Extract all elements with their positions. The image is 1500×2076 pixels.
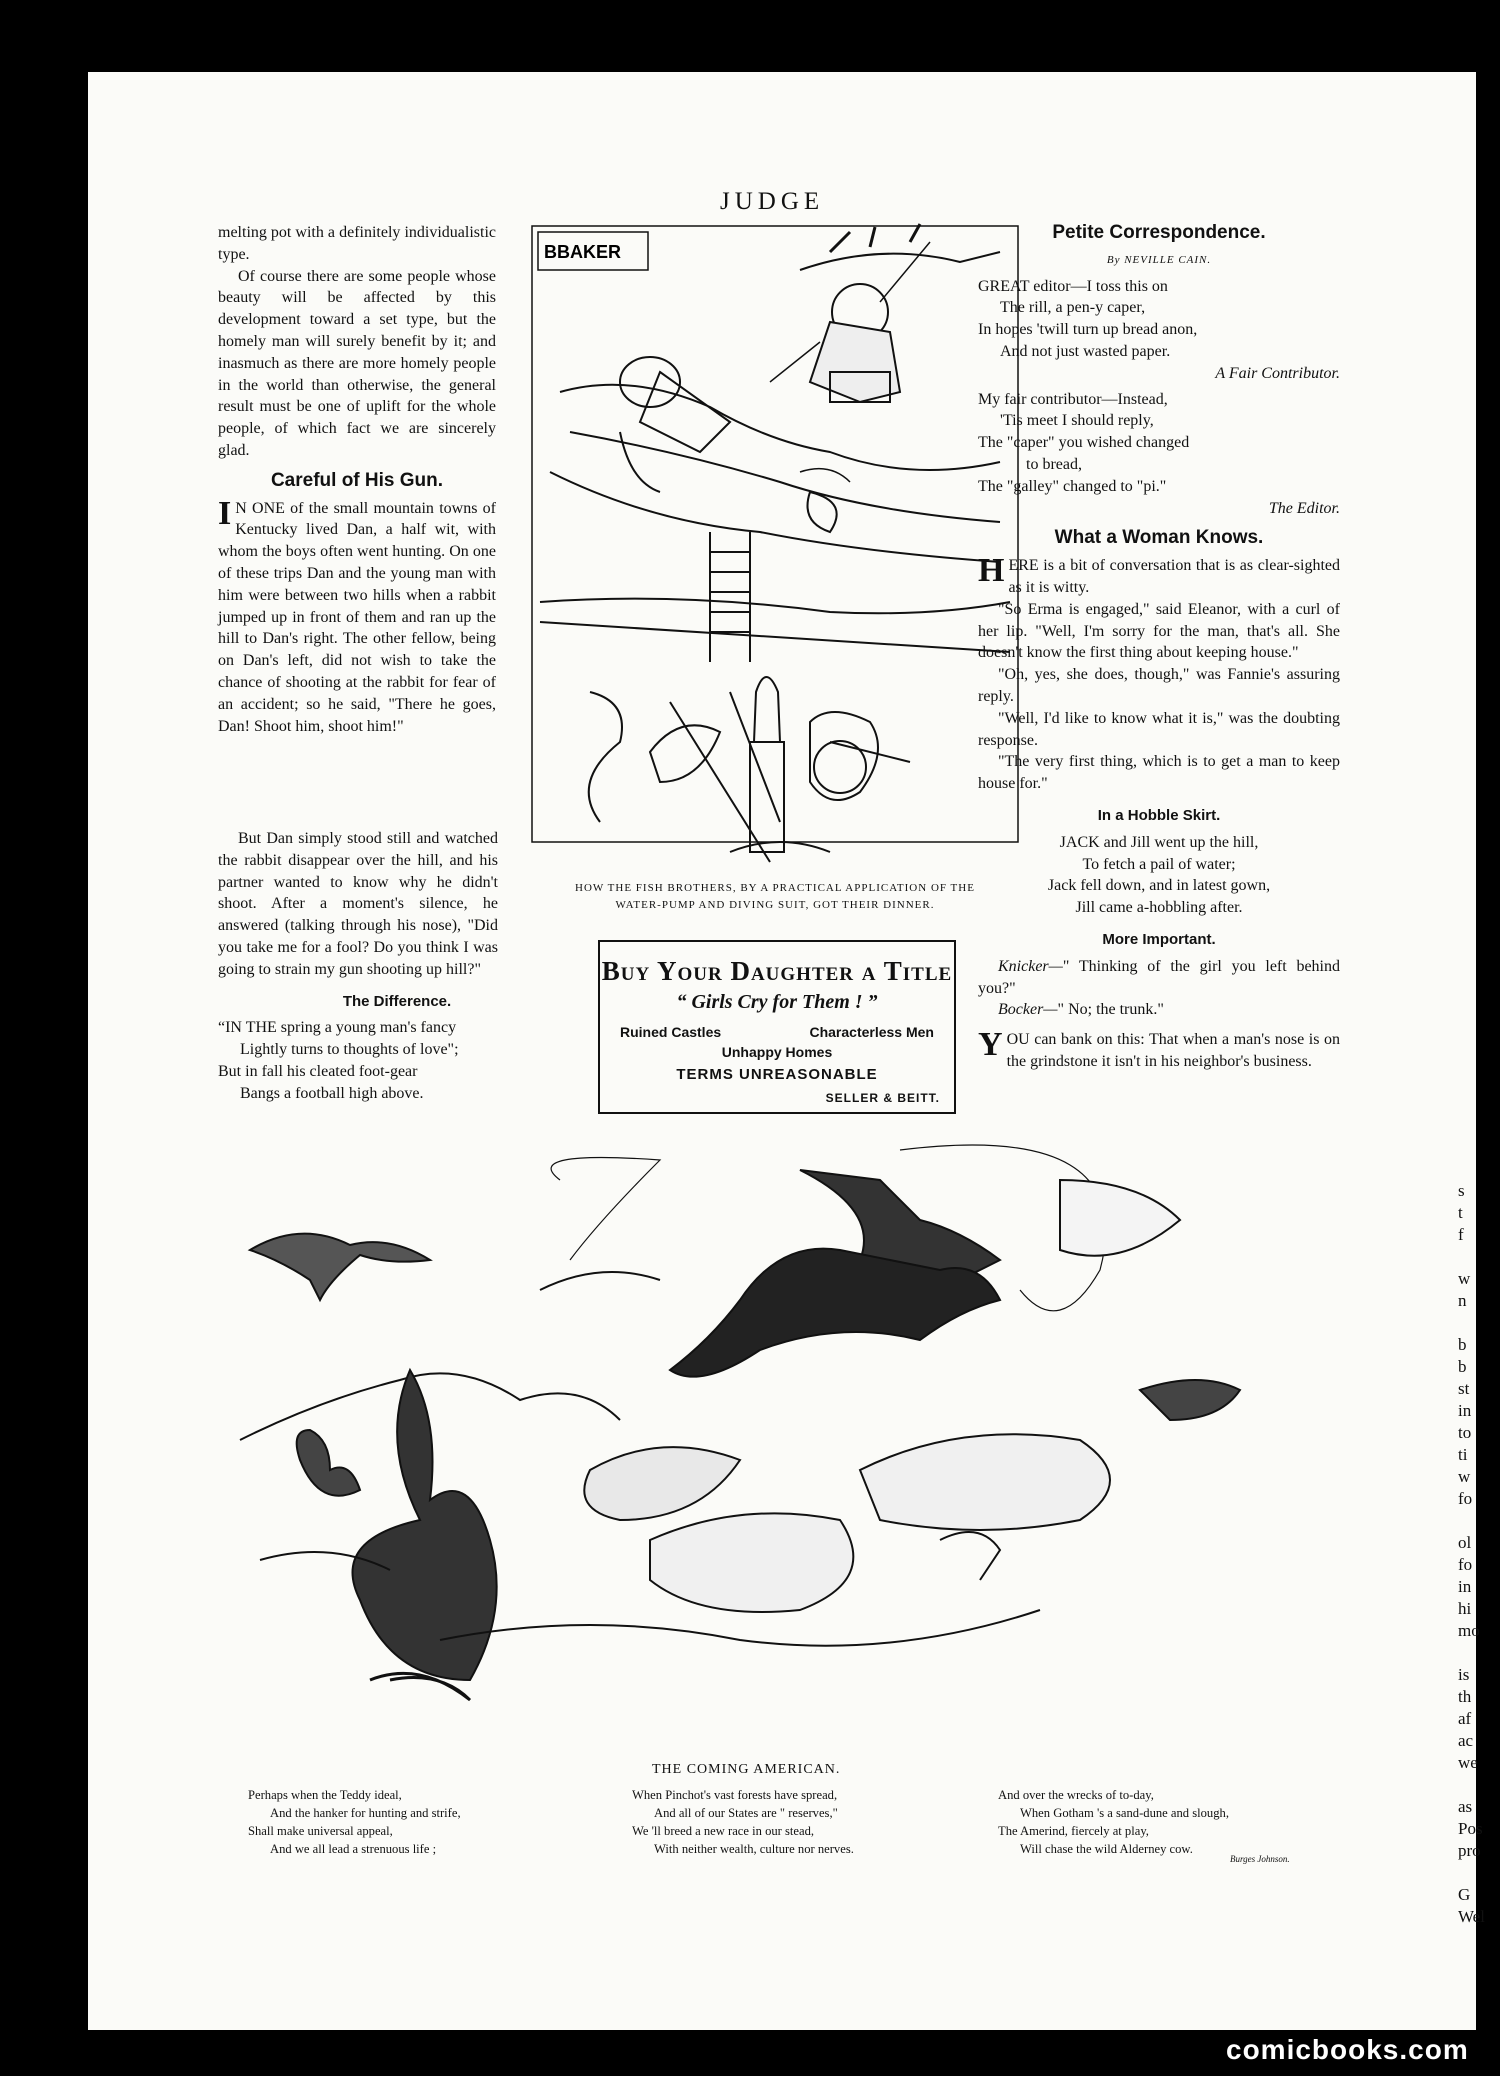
dialogue-line: Knicker—" Thinking of the girl you left behind you?" bbox=[978, 957, 1340, 997]
edge-fragment: t bbox=[1458, 1203, 1463, 1222]
edge-fragment: ac bbox=[1458, 1731, 1474, 1750]
ad-item: Unhappy Homes bbox=[721, 1044, 833, 1060]
edge-fragment: ti bbox=[1458, 1445, 1468, 1464]
poem-lines: JACK and Jill went up the hill, To fetch a pail of water; Jack fell down, and in latest gown, Jill came a-hobbling after. bbox=[1047, 833, 1271, 917]
edge-fragment bbox=[1458, 1510, 1500, 1532]
article-paragraph: HERE is a bit of conversation that is as clear-sighted as it is witty. bbox=[978, 552, 1340, 596]
edge-fragment bbox=[1458, 1246, 1500, 1268]
article-paragraph: But Dan simply stood still and watched the rabbit disappear over the hill, and his partner wanted to know why he didn't shoot. After a moment's silence, he answered (talking through his nose), "Did you take me for a fool? Do you think I was going to strain my gun shooting up hill?" bbox=[218, 830, 498, 978]
article-paragraph: "Oh, yes, she does, though," was Fannie's assuring reply. bbox=[978, 666, 1340, 705]
poem-stanza: And over the wrecks of to-day, When Gotham 's a sand-dune and slough, The Amerind, fiercely at play, Will chase the wild Alderney cow. bbox=[998, 1788, 1229, 1856]
edge-fragment: mo bbox=[1458, 1621, 1480, 1640]
poem-title: The Difference. bbox=[342, 992, 452, 1010]
edge-fragment: w bbox=[1458, 1269, 1471, 1288]
ad-items: Ruined Castles Characterless Men bbox=[620, 1024, 934, 1040]
edge-fragment: Pos bbox=[1458, 1819, 1483, 1838]
signature: The Editor. bbox=[1268, 499, 1340, 517]
left-column bbox=[218, 222, 496, 737]
edge-fragment: fo bbox=[1458, 1555, 1473, 1574]
drop-cap: I bbox=[218, 494, 232, 532]
edge-fragment: in bbox=[1458, 1577, 1472, 1596]
signature: A Fair Contributor. bbox=[1215, 364, 1340, 382]
edge-fragment: is bbox=[1458, 1665, 1470, 1684]
article-title: Petite Correspondence. bbox=[1052, 222, 1266, 243]
edge-fragment: as bbox=[1458, 1797, 1473, 1816]
article-paragraph: "The very first thing, which is to get a man to keep house for." bbox=[978, 753, 1340, 793]
edge-fragment bbox=[1458, 1862, 1500, 1884]
edge-fragment bbox=[1458, 1312, 1500, 1334]
edge-fragment: pro bbox=[1458, 1841, 1481, 1860]
adjacent-page-edge bbox=[1458, 1180, 1500, 1926]
intro-paragraph: Of course there are some people whose beauty will be affected by this development toward a set type, but the homely man will surely benefit by it; and inasmuch as there are more homely people in the world than otherwise, the general result must be one of uplift for the whole people, of which fact we are sincerely glad. bbox=[218, 267, 496, 459]
article-paragraph: "So Erma is engaged," said Eleanor, with a curl of her lip. "Well, I'm sorry for the man, that's all. She doesn't know the first thing about keeping house." bbox=[978, 600, 1340, 662]
edge-fragment: Wel bbox=[1458, 1907, 1485, 1926]
drop-cap: H bbox=[978, 552, 1005, 590]
edge-fragment: b bbox=[1458, 1335, 1467, 1354]
edge-fragment: af bbox=[1458, 1709, 1472, 1728]
ad-title: Buy Your Daughter a Title bbox=[601, 956, 953, 986]
article-title: More Important. bbox=[1102, 930, 1216, 948]
poem-stanza: Perhaps when the Teddy ideal, And the hanker for hunting and strife, Shall make universal appeal, And we all lead a strenuous life ; bbox=[248, 1788, 461, 1856]
poem-lines: GREAT editor—I toss this on The rill, a pen-y caper, In hopes 'twill turn up bread anon, And not just wasted paper. A Fair Contributor. My fair contributor—Instead, 'Tis meet I should reply, The "caper" you wished changed to bread, The "galley" changed to "pi." The Editor. bbox=[978, 276, 1340, 520]
right-column bbox=[978, 222, 1340, 1073]
poem-lines: “IN THE spring a young man's fancy Lightly turns to thoughts of love"; But in fall his cleated foot-gear Bangs a football high above. bbox=[218, 1019, 459, 1102]
edge-fragment: s bbox=[1458, 1181, 1465, 1200]
poem-credit: Burges Johnson. bbox=[1230, 1854, 1290, 1864]
article-paragraph: I N ONE of the small mountain towns of Kentucky lived Dan, a half wit, with whom the boys often went hunting. On one of these trips Dan and the young man with him were between two hills when a rabbit jumped up in front of them and ran up the hill to Dan's right. The other fellow, being on Dan's left, did not wish to take the chance of shooting at the rabbit for fear of an accident; so he said, "There he goes, Dan! Shoot him, shoot him!" bbox=[218, 494, 496, 735]
poem-title: THE COMING AMERICAN. bbox=[652, 1762, 841, 1777]
edge-fragment bbox=[1458, 1642, 1500, 1664]
left-column-continued bbox=[218, 828, 576, 1105]
article-title: What a Woman Knows. bbox=[1054, 527, 1264, 549]
edge-fragment: fo bbox=[1458, 1489, 1473, 1508]
article-paragraph: YOU can bank on this: That when a man's nose is on the grindstone it isn't in his neighbor's business. bbox=[978, 1026, 1340, 1070]
article-paragraph: "Well, I'd like to know what it is," was the doubting response. bbox=[978, 709, 1340, 749]
byline: By NEVILLE CAIN. bbox=[1106, 253, 1212, 266]
edge-fragment: w bbox=[1458, 1467, 1471, 1486]
cartoon-signature: BBAKER bbox=[544, 242, 622, 262]
edge-fragment: in bbox=[1458, 1401, 1472, 1420]
article-title: Careful of His Gun. bbox=[270, 469, 444, 491]
edge-fragment: b bbox=[1458, 1357, 1467, 1376]
poem-title: In a Hobble Skirt. bbox=[1097, 806, 1221, 824]
title-advertisement bbox=[598, 940, 956, 1114]
watermark: comicbooks.com bbox=[1226, 2034, 1469, 2065]
edge-fragment: f bbox=[1458, 1225, 1464, 1244]
edge-fragment: st bbox=[1458, 1379, 1470, 1398]
dialogue-line: Bocker—" No; the trunk." bbox=[998, 1001, 1164, 1019]
intro-paragraph: melting pot with a definitely individualistic type. bbox=[218, 224, 496, 263]
edge-fragment: ol bbox=[1458, 1533, 1472, 1552]
fish-brothers-cartoon bbox=[530, 222, 1020, 852]
cartoon-caption: HOW THE FISH BROTHERS, BY A PRACTICAL APPLICATION OF THE WATER-PUMP AND DIVING SUIT, GOT THEIR DINNER. bbox=[575, 882, 975, 911]
ad-seller: SELLER & BEITT. bbox=[825, 1091, 940, 1105]
edge-fragment: n bbox=[1458, 1291, 1467, 1310]
ad-subtitle: “ Girls Cry for Them ! ” bbox=[676, 991, 878, 1013]
coming-american-illustration bbox=[240, 1140, 1340, 1710]
edge-fragment bbox=[1458, 1774, 1500, 1796]
drop-cap: Y bbox=[978, 1026, 1003, 1064]
poem-stanza: When Pinchot's vast forests have spread, And all of our States are " reserves," We 'll breed a new race in our stead, With neither wealth, culture nor nerves. bbox=[632, 1788, 854, 1856]
edge-fragment: hi bbox=[1458, 1599, 1472, 1618]
ad-terms: TERMS UNREASONABLE bbox=[676, 1066, 878, 1083]
edge-fragment: G bbox=[1458, 1885, 1471, 1904]
edge-fragment: to bbox=[1458, 1423, 1472, 1442]
edge-fragment: th bbox=[1458, 1687, 1472, 1706]
page-header: JUDGE bbox=[720, 188, 825, 215]
edge-fragment: we bbox=[1458, 1753, 1478, 1772]
